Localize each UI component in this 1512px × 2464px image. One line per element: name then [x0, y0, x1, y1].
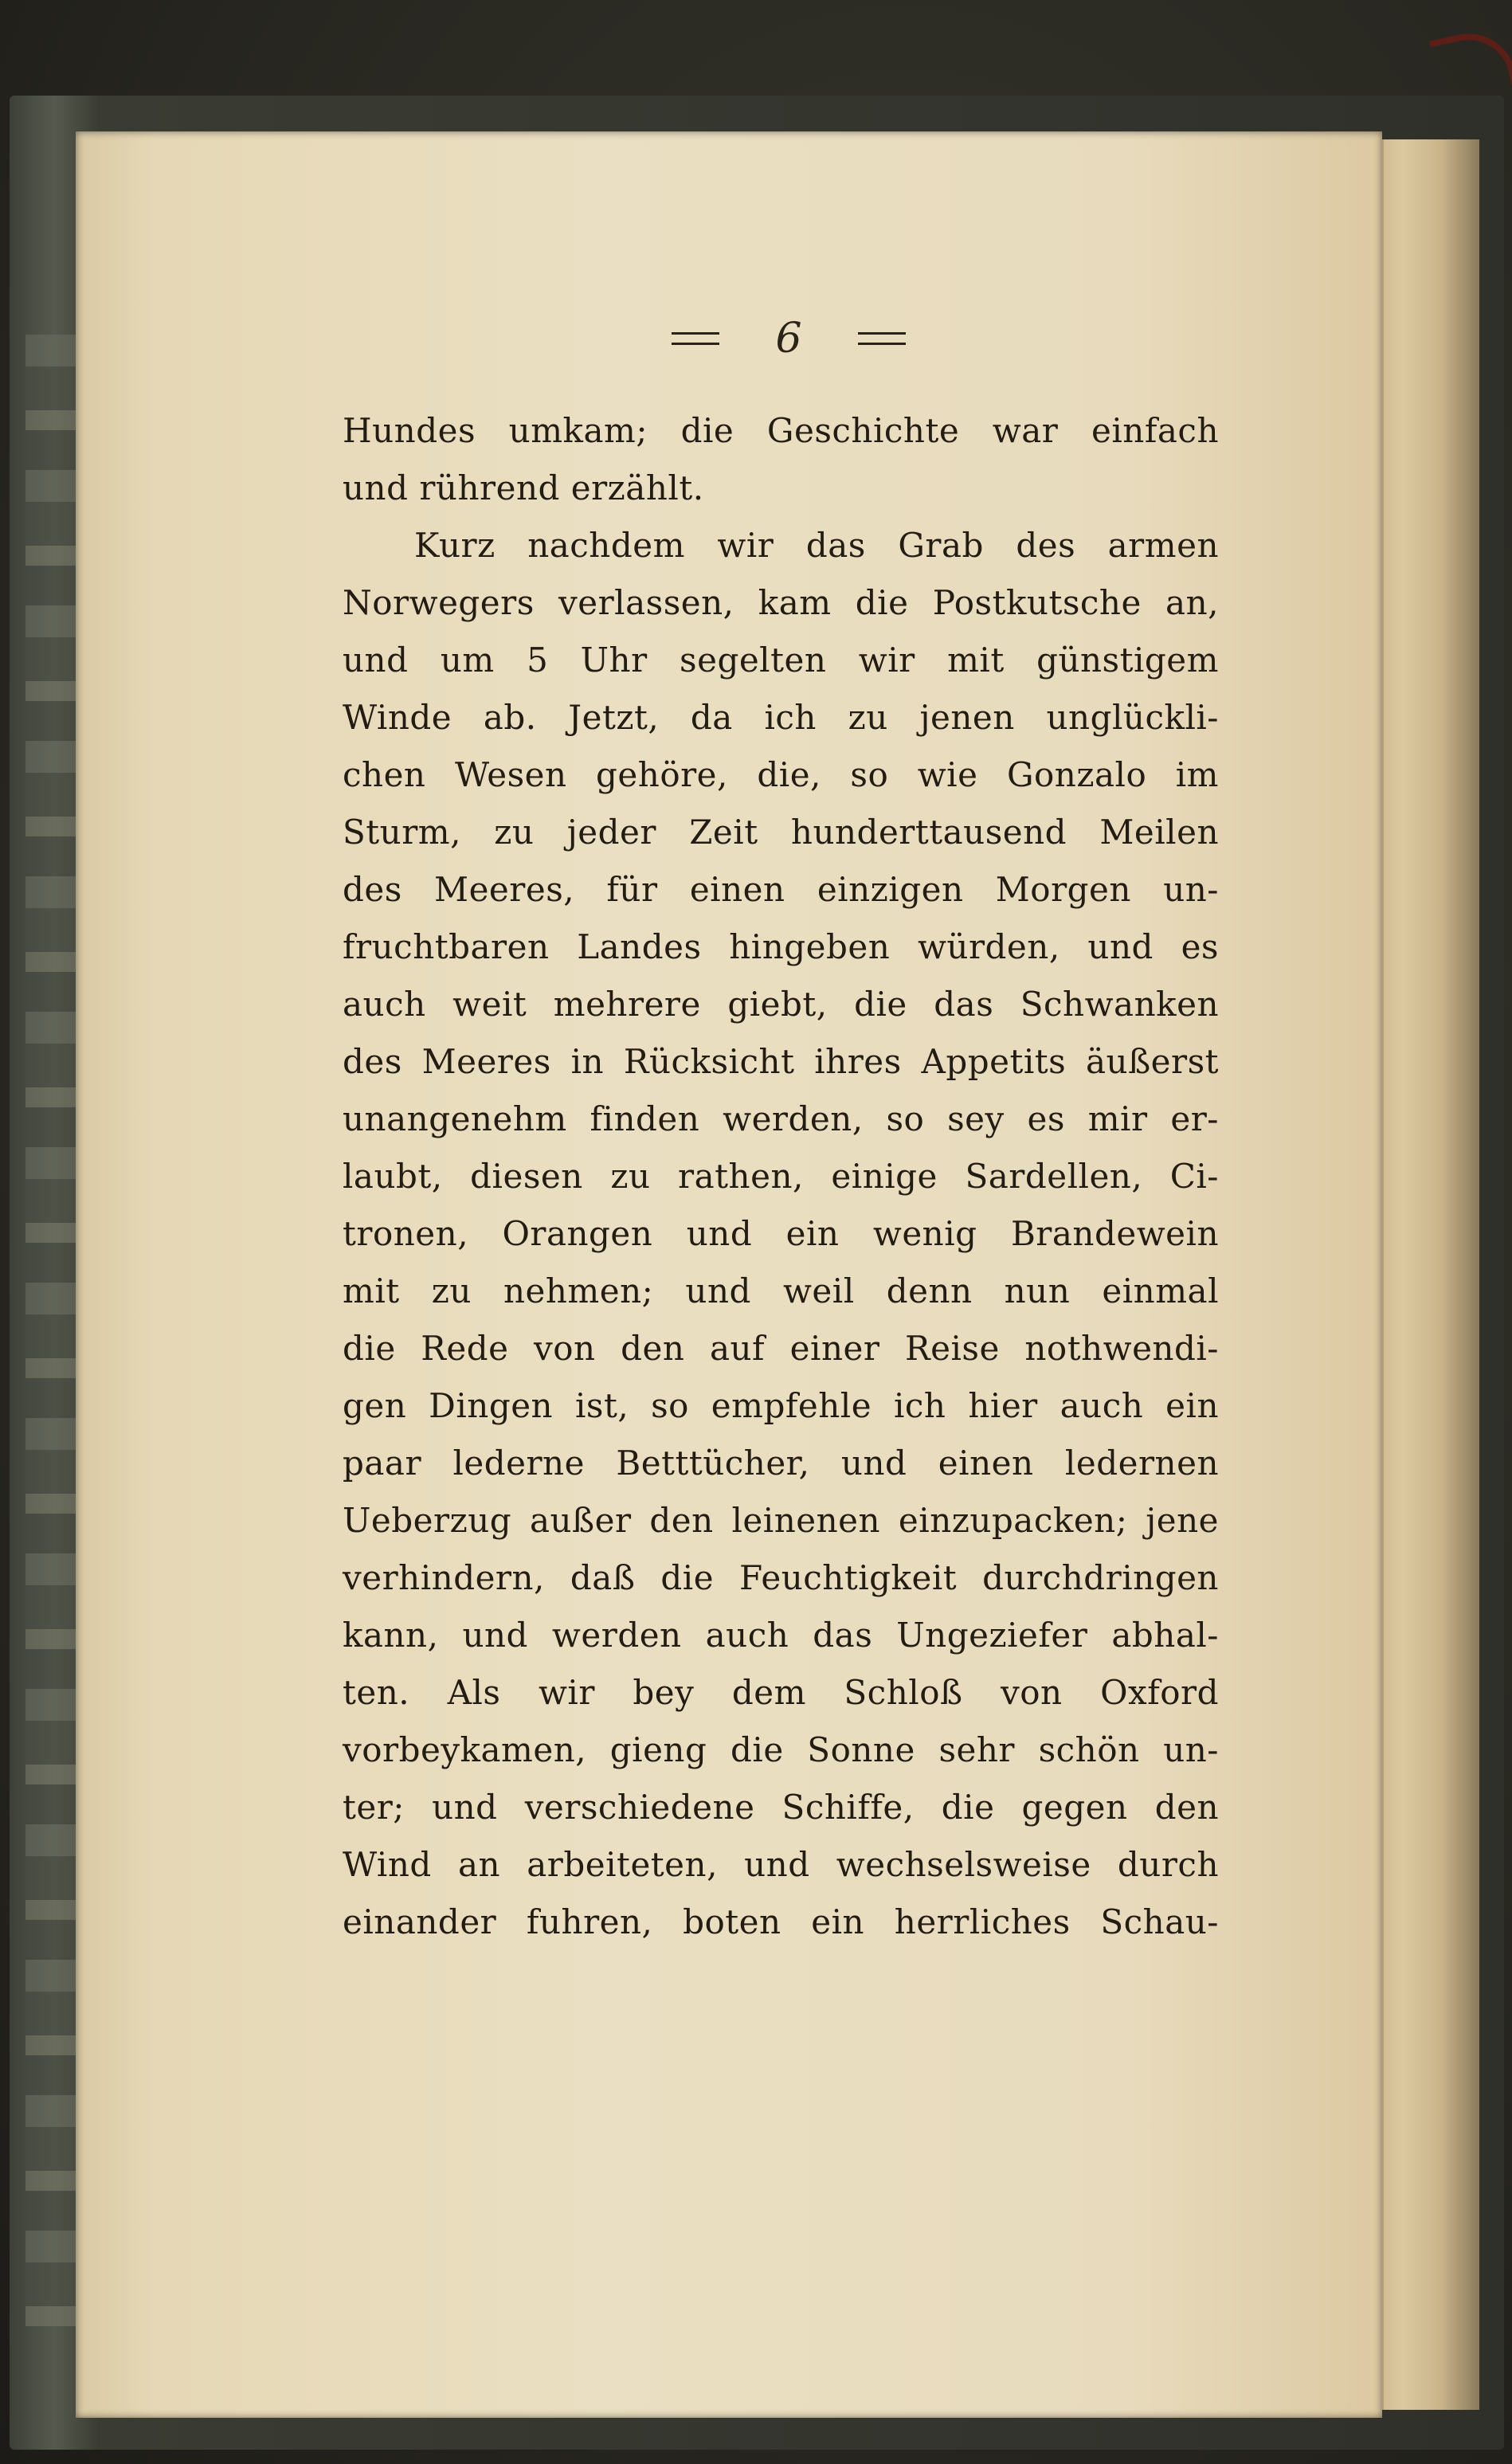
header-ornament-right: [858, 332, 906, 345]
text-line: Wind an arbeiteten, und wechselsweise durch: [343, 1845, 1219, 1884]
page-number: 6: [775, 315, 802, 362]
text-line: paar lederne Betttücher, und einen ledernen: [343, 1444, 1219, 1483]
text-line: auch weit mehrere giebt, die das Schwanken: [343, 985, 1219, 1024]
text-line: laubt, diesen zu rathen, einige Sardellen, Ci-: [343, 1157, 1219, 1196]
text-line: die Rede von den auf einer Reise nothwendi-: [343, 1329, 1219, 1368]
text-line: des Meeres in Rücksicht ihres Appetits äußerst: [343, 1042, 1219, 1081]
text-line: einander fuhren, boten ein herrliches Schau-: [343, 1902, 1219, 1941]
text-line: Sturm, zu jeder Zeit hunderttausend Meilen: [343, 813, 1219, 852]
page-header: [621, 307, 956, 370]
page-edge: [1382, 139, 1479, 2410]
text-line: und rührend erzählt.: [343, 468, 704, 507]
text-line: des Meeres, für einen einzigen Morgen un-: [343, 870, 1219, 909]
header-ornament-left: [672, 332, 719, 345]
text-line: kann, und werden auch das Ungeziefer abhal-: [343, 1616, 1219, 1655]
text-line: verhindern, daß die Feuchtigkeit durchdringen: [343, 1558, 1219, 1597]
text-line: und um 5 Uhr segelten wir mit günstigem: [343, 640, 1219, 680]
text-line: tronen, Orangen und ein wenig Brandewein: [343, 1214, 1219, 1253]
text-line: gen Dingen ist, so empfehle ich hier auch ein: [343, 1386, 1219, 1425]
text-line: Hundes umkam; die Geschichte war einfach: [343, 411, 1219, 450]
text-line: Norwegers verlassen, kam die Postkutsche an,: [343, 583, 1219, 622]
text-line: unangenehm finden werden, so sey es mir er-: [343, 1099, 1219, 1138]
cover-marbling: [25, 335, 81, 2326]
text-line: Kurz nachdem wir das Grab des armen: [414, 526, 1219, 565]
text-line: mit zu nehmen; und weil denn nun einmal: [343, 1271, 1219, 1310]
text-line: ter; und verschiedene Schiffe, die gegen den: [343, 1788, 1219, 1827]
text-line: chen Wesen gehöre, die, so wie Gonzalo im: [343, 755, 1219, 794]
body-text: [343, 402, 1219, 1951]
text-line: fruchtbaren Landes hingeben würden, und es: [343, 927, 1219, 966]
text-line: Winde ab. Jetzt, da ich zu jenen unglückli-: [343, 698, 1219, 737]
text-line: ten. Als wir bey dem Schloß von Oxford: [343, 1673, 1219, 1712]
text-line: Ueberzug außer den leinenen einzupacken; jene: [343, 1501, 1219, 1540]
text-line: vorbeykamen, gieng die Sonne sehr schön un-: [343, 1730, 1219, 1769]
